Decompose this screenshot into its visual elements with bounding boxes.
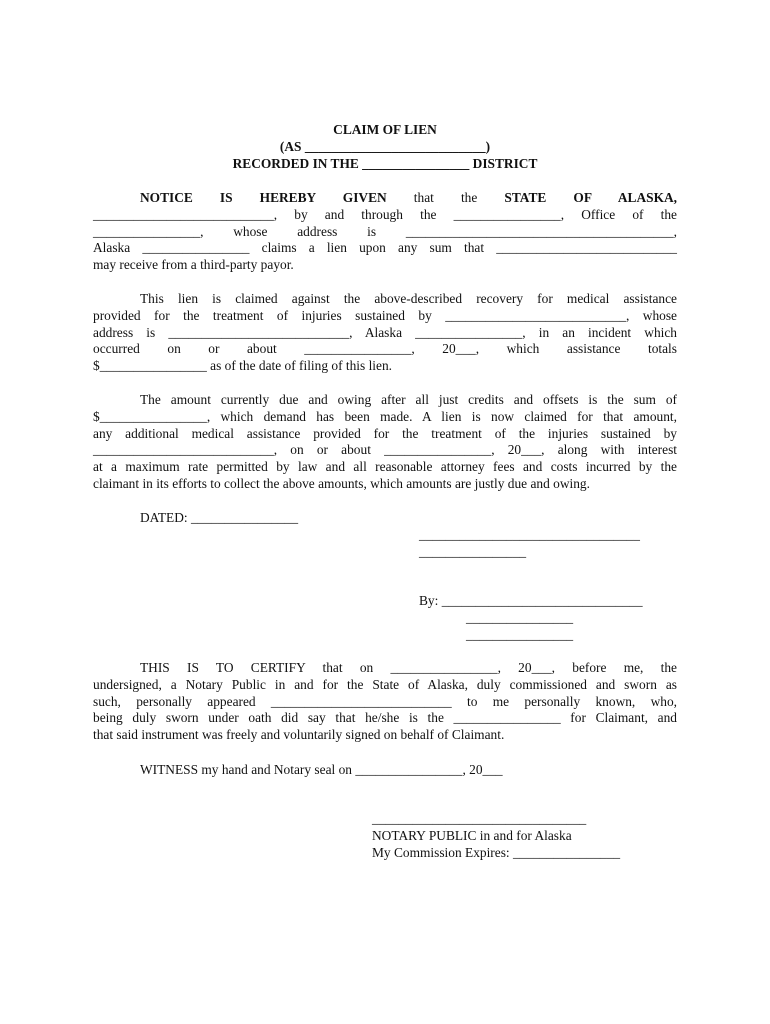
lien-line-5: $________________ as of the date of filing of this lien. — [93, 358, 393, 374]
commission-expires: My Commission Expires: ________________ — [372, 845, 621, 860]
recorded-district-line: RECORDED IN THE ________________ DISTRICT — [232, 156, 538, 171]
certify-line-4: being duly sworn under oath did say that he/she is the ________________ for Claimant, and — [93, 710, 677, 726]
amount-line-5: at a maximum rate permitted by law and all reasonable attorney fees and costs incurred by the — [93, 459, 677, 475]
lien-line-3: address is ___________________________, Alaska ________________, in an incident which — [93, 324, 677, 340]
amount-due-paragraph — [93, 392, 677, 493]
document-title: CLAIM OF LIEN — [333, 122, 437, 137]
signature-line-2: ________________ — [419, 544, 527, 559]
witness-line: WITNESS my hand and Notary seal on ________________, 20___ — [140, 762, 503, 777]
lien-line-2: provided for the treatment of injuries sustained by ___________________________, whose — [93, 307, 677, 323]
lien-claim-paragraph — [93, 291, 677, 375]
notary-title: NOTARY PUBLIC in and for Alaska — [372, 828, 572, 843]
certify-line-1: THIS IS TO CERTIFY that on ________________, 20___, before me, the — [140, 660, 677, 675]
signature-line-1: _________________________________ — [419, 527, 640, 542]
dated-line: DATED: ________________ — [140, 510, 299, 525]
notice-line-1 — [93, 190, 677, 207]
notice-connector: that the — [386, 190, 505, 205]
amount-line-4: ___________________________, on or about ________________, 20___, along with interest — [93, 442, 677, 458]
statute-line: (AS ___________________________) — [279, 139, 491, 154]
notice-line-2: ___________________________, by and through the ________________, Office of the — [93, 206, 677, 222]
notary-signature-line: ________________________________ — [372, 811, 587, 826]
by-signature-line: By: ______________________________ — [419, 593, 643, 608]
amount-line-1: The amount currently due and owing after all just credits and offsets is the sum of — [140, 392, 677, 407]
lien-line-1: This lien is claimed against the above-described recovery for medical assistance — [140, 291, 677, 306]
lien-line-4: occurred on or about ________________, 20___, which assistance totals — [93, 341, 677, 357]
amount-line-6: claimant in its efforts to collect the above amounts, which amounts are justly due and owing. — [93, 475, 590, 491]
certification-paragraph — [93, 660, 677, 744]
signer-name-line: ________________ — [466, 610, 574, 625]
certify-line-3: such, personally appeared ___________________________ to me personally known, who, — [93, 693, 677, 709]
state-of-alaska: STATE OF ALASKA, — [504, 190, 678, 205]
certify-line-2: undersigned, a Notary Public in and for the State of Alaska, duly commissioned and sworn as — [93, 676, 677, 692]
notice-heading: NOTICE IS HEREBY GIVEN — [140, 190, 387, 205]
notice-line-3: ________________, whose address is ________________________________________, — [93, 223, 677, 239]
notice-paragraph — [93, 190, 677, 274]
amount-line-3: any additional medical assistance provided for the treatment of the injuries sustained by — [93, 425, 677, 441]
signer-title-line: ________________ — [466, 627, 574, 642]
notice-line-5: may receive from a third-party payor. — [93, 257, 294, 273]
amount-line-2: $________________, which demand has been made. A lien is now claimed for that amount, — [93, 408, 677, 424]
notice-line-4: Alaska ________________ claims a lien upon any sum that ___________________________ — [93, 240, 677, 256]
certify-line-5: that said instrument was freely and voluntarily signed on behalf of Claimant. — [93, 727, 505, 743]
